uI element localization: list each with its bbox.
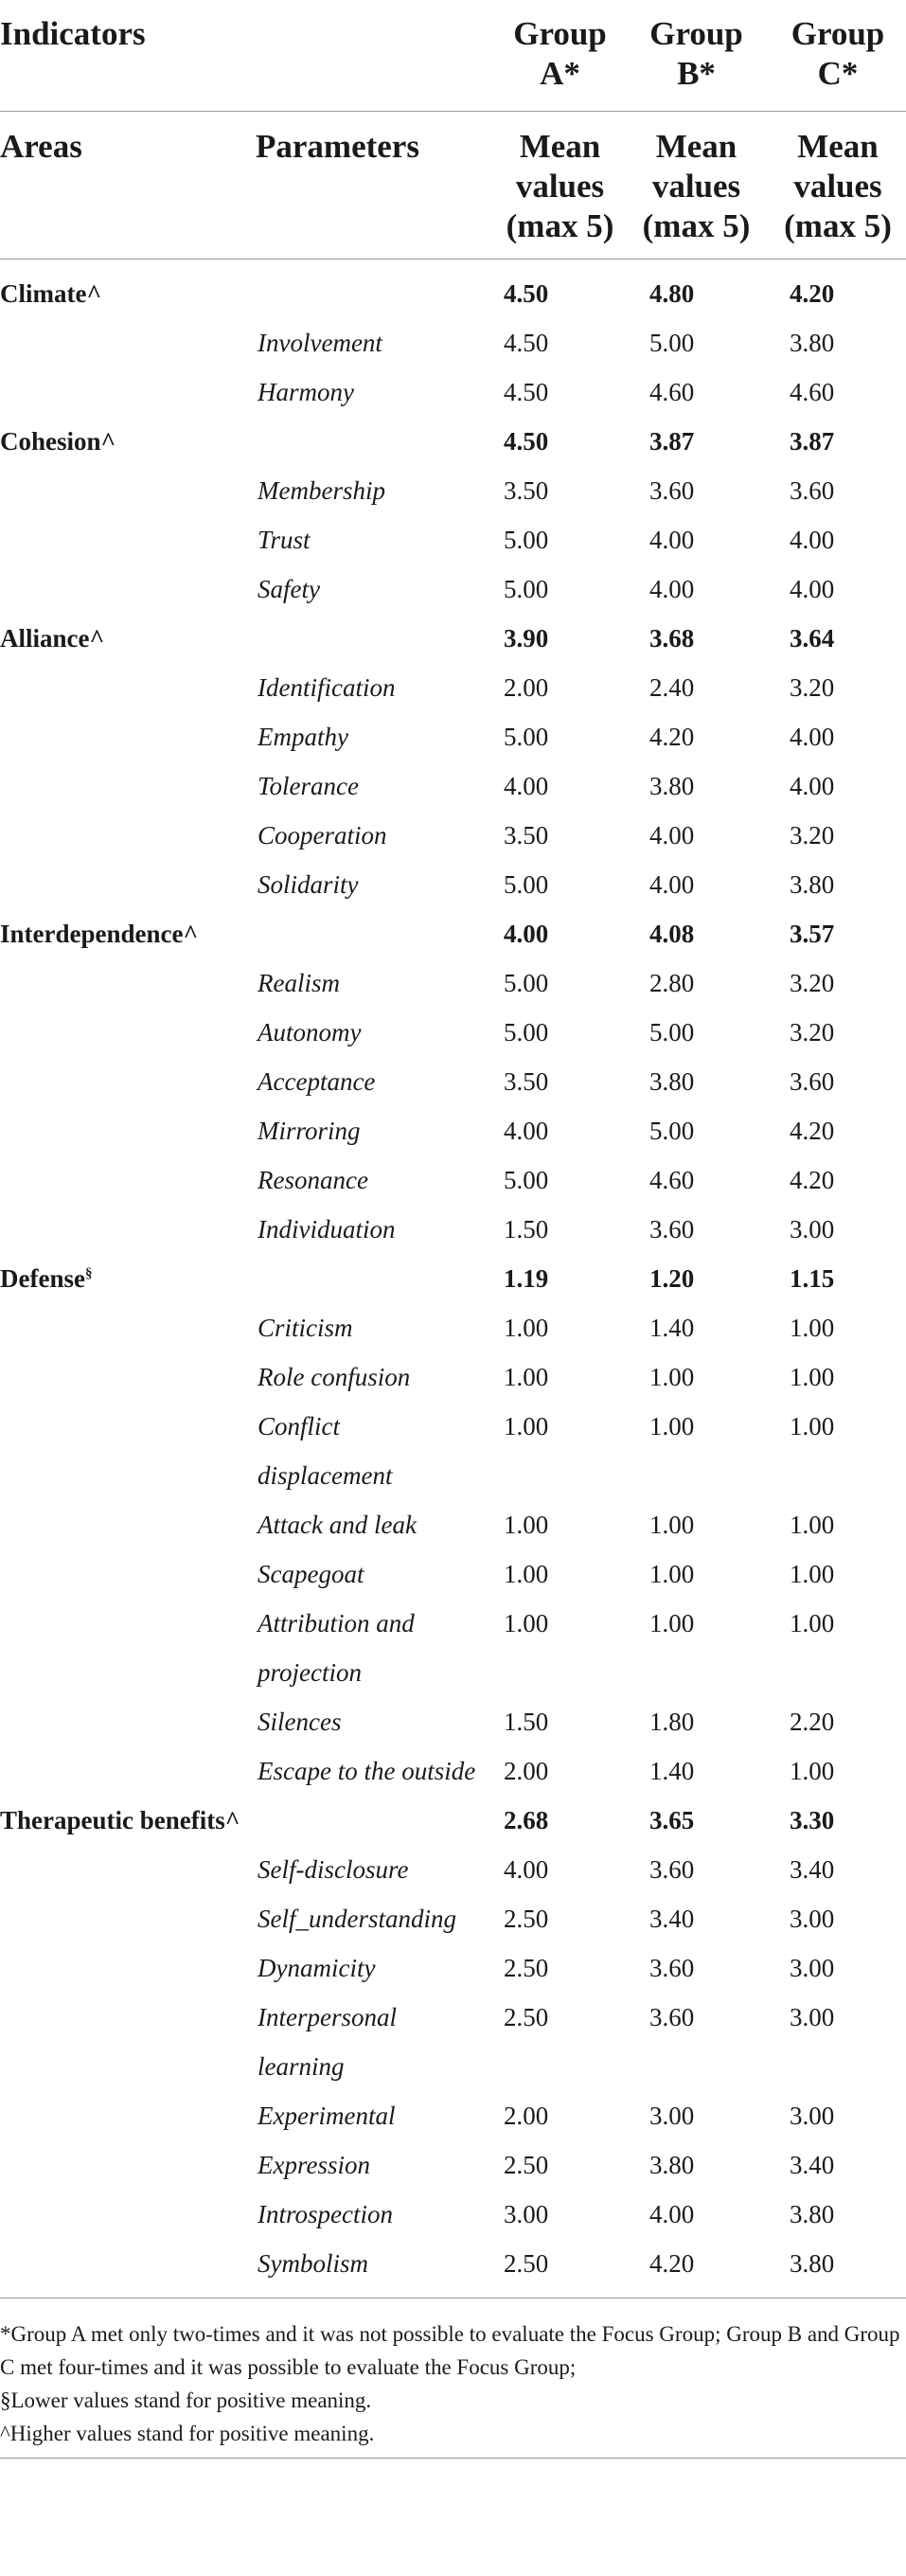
area-cell [0,1106,256,1155]
table-row [0,860,906,909]
parameter-cell: Membership [258,476,385,505]
table-body [0,259,906,2299]
parameter-cell: Scapegoat [258,1560,364,1588]
parameter-cell: Involvement [258,329,382,357]
value-cell-group-c: 3.00 [790,1215,835,1243]
area-cell [0,1943,256,1993]
parameter-cell [256,909,479,958]
area-cell [0,417,256,466]
value-cell-group-b: 3.60 [649,1215,695,1243]
area-row [0,417,906,466]
table-row [0,1402,906,1500]
value-cell-group-b: 5.00 [649,1018,695,1046]
footnotes [0,2298,906,2459]
parameter-cell: Harmony [258,378,354,406]
value-cell-group-c: 3.20 [790,821,835,850]
value-cell-group-c: 3.20 [790,673,835,702]
area-cell [0,811,256,860]
value-cell-group-a: 1.50 [504,1708,549,1736]
value-cell-group-c: 3.20 [790,969,835,997]
parameter-cell: Autonomy [258,1018,362,1046]
area-cell [0,1746,256,1796]
value-cell-group-a: 5.00 [504,526,549,554]
value-cell-group-b: 3.60 [649,2003,695,2031]
value-cell-group-a: 2.50 [504,2003,549,2031]
parameter-cell: Expression [258,2151,370,2179]
parameter-cell: Interpersonal learning [258,2003,397,2081]
value-cell-group-a: 3.50 [504,476,549,505]
value-cell-group-b: 2.40 [649,673,695,702]
value-cell-group-a: 5.00 [504,870,549,899]
area-cell [0,1993,256,2091]
area-cell [0,1894,256,1943]
value-cell-group-a: 3.50 [504,1067,549,1096]
table-row [0,1303,906,1352]
area-name: Therapeutic benefits^ [0,1806,240,1834]
group-c-header: Group C* [763,0,906,112]
footnote-higher-values: ^Higher values stand for positive meaning. [0,2422,375,2445]
parameter-cell: Introspection [258,2200,393,2228]
area-cell [0,712,256,761]
value-cell-group-a: 5.00 [504,1166,549,1194]
area-name: Cohesion^ [0,427,116,456]
value-cell-group-a: 5.00 [504,723,549,751]
table-row [0,811,906,860]
table-row [0,2091,906,2140]
area-cell [0,2140,256,2190]
value-cell-group-a: 1.00 [504,1560,549,1588]
value-cell-group-a: 4.50 [504,279,549,308]
value-cell-group-c: 4.00 [790,526,835,554]
value-cell-group-c: 3.60 [790,476,835,505]
parameter-cell: Empathy [258,723,348,751]
area-name: Interdependence^ [0,920,199,948]
table-row [0,958,906,1008]
parameter-cell: Dynamicity [258,1954,376,1982]
value-cell-group-b: 1.00 [649,1609,695,1637]
value-cell-group-c: 4.00 [790,723,835,751]
value-cell-group-c: 1.00 [790,1609,835,1637]
value-cell-group-b: 4.60 [649,378,695,406]
value-cell-group-c: 3.20 [790,1018,835,1046]
value-cell-group-c: 2.20 [790,1708,835,1736]
value-cell-group-a: 2.50 [504,2151,549,2179]
area-row [0,614,906,663]
area-cell [0,466,256,515]
area-cell [0,1057,256,1106]
value-cell-group-a: 4.00 [504,920,549,948]
value-cell-group-c: 3.57 [790,920,835,948]
value-cell-group-b: 3.68 [649,624,695,653]
value-cell-group-b: 1.40 [649,1757,695,1785]
parameter-cell: Escape to the outside [258,1757,476,1785]
value-cell-group-b: 3.60 [649,1855,695,1884]
parameter-cell [256,259,479,319]
area-row [0,1254,906,1303]
value-cell-group-b: 4.20 [649,2249,695,2278]
parameter-cell: Realism [258,969,340,997]
value-cell-group-b: 3.80 [649,2151,695,2179]
area-name: Defense [0,1264,85,1293]
area-name: Alliance^ [0,624,105,653]
value-cell-group-b: 3.65 [649,1806,695,1834]
value-cell-group-a: 2.50 [504,1954,549,1982]
parameter-cell: Criticism [258,1314,353,1342]
table-row [0,1205,906,1254]
value-cell-group-b: 3.80 [649,1067,695,1096]
area-cell [0,1402,256,1500]
value-cell-group-b: 4.00 [649,526,695,554]
value-cell-group-b: 2.80 [649,969,695,997]
table-row [0,1993,906,2091]
area-cell [0,1845,256,1894]
value-cell-group-c: 4.00 [790,575,835,603]
value-cell-group-a: 4.00 [504,1117,549,1145]
table-row [0,1845,906,1894]
area-cell [0,1796,256,1845]
table-row [0,2140,906,2190]
value-cell-group-c: 4.60 [790,378,835,406]
value-cell-group-b: 4.00 [649,821,695,850]
area-cell [0,860,256,909]
value-cell-group-b: 4.00 [649,2200,695,2228]
parameter-cell: Silences [258,1708,342,1736]
mean-values-header-c: Mean values (max 5) [763,112,906,259]
table-row [0,1599,906,1697]
table-row [0,2190,906,2239]
value-cell-group-b: 4.08 [649,920,695,948]
value-cell-group-b: 3.40 [649,1905,695,1933]
table-row [0,1106,906,1155]
value-cell-group-b: 5.00 [649,329,695,357]
value-cell-group-a: 4.50 [504,427,549,456]
table-row [0,1549,906,1599]
value-cell-group-b: 1.80 [649,1708,695,1736]
value-cell-group-a: 4.00 [504,772,549,800]
value-cell-group-c: 4.20 [790,279,835,308]
value-cell-group-c: 3.80 [790,2249,835,2278]
value-cell-group-a: 2.50 [504,1905,549,1933]
value-cell-group-a: 5.00 [504,1018,549,1046]
parameter-cell: Self_understanding [258,1905,456,1933]
value-cell-group-b: 3.60 [649,476,695,505]
value-cell-group-b: 3.87 [649,427,695,456]
value-cell-group-c: 1.00 [790,1757,835,1785]
table-row [0,663,906,712]
value-cell-group-c: 1.15 [790,1264,835,1293]
value-cell-group-c: 3.87 [790,427,835,456]
value-cell-group-a: 4.00 [504,1855,549,1884]
table-row [0,1500,906,1549]
area-cell [0,2091,256,2140]
value-cell-group-a: 2.00 [504,1757,549,1785]
parameter-cell: Trust [258,526,311,554]
parameter-cell [256,1254,479,1303]
area-cell [0,1500,256,1549]
group-b-header: Group B* [621,0,763,112]
value-cell-group-a: 2.68 [504,1806,549,1834]
table-row [0,318,906,367]
table-row [0,1008,906,1057]
area-cell [0,1352,256,1402]
parameter-cell: Role confusion [258,1363,411,1391]
area-cell [0,1008,256,1057]
parameter-cell [256,614,479,663]
value-cell-group-c: 3.80 [790,329,835,357]
parameter-cell: Experimental [258,2102,396,2130]
value-cell-group-a: 1.00 [504,1314,549,1342]
value-cell-group-a: 2.00 [504,2102,549,2130]
area-cell [0,1599,256,1697]
value-cell-group-c: 3.00 [790,1905,835,1933]
table-row [0,761,906,811]
area-cell [0,909,256,958]
area-cell [0,2239,256,2298]
mean-values-header-a: Mean values (max 5) [479,112,621,259]
area-cell [0,761,256,811]
value-cell-group-a: 1.50 [504,1215,549,1243]
table-row [0,1746,906,1796]
area-row [0,1796,906,1845]
parameter-cell [256,1796,479,1845]
value-cell-group-b: 3.00 [649,2102,695,2130]
table-row [0,1057,906,1106]
value-cell-group-a: 4.50 [504,378,549,406]
table-row [0,1894,906,1943]
parameter-cell: Individuation [258,1215,396,1243]
value-cell-group-c: 1.00 [790,1314,835,1342]
value-cell-group-c: 3.60 [790,1067,835,1096]
value-cell-group-a: 1.00 [504,1412,549,1440]
parameters-header: Parameters [256,112,479,259]
parameter-cell: Safety [258,575,320,603]
value-cell-group-c: 4.20 [790,1117,835,1145]
value-cell-group-b: 4.00 [649,870,695,899]
area-cell [0,958,256,1008]
area-cell [0,2190,256,2239]
value-cell-group-c: 1.00 [790,1560,835,1588]
table-row [0,2239,906,2298]
value-cell-group-c: 3.00 [790,1954,835,1982]
value-cell-group-a: 1.00 [504,1363,549,1391]
value-cell-group-a: 5.00 [504,969,549,997]
parameter-cell: Resonance [258,1166,368,1194]
value-cell-group-b: 1.00 [649,1412,695,1440]
parameter-cell: Acceptance [258,1067,376,1096]
area-name: Climate^ [0,279,102,308]
table-row [0,1943,906,1993]
value-cell-group-c: 4.00 [790,772,835,800]
area-cell [0,663,256,712]
parameter-cell: Identification [258,673,396,702]
value-cell-group-c: 3.00 [790,2003,835,2031]
table-row [0,564,906,614]
value-cell-group-a: 1.00 [504,1609,549,1637]
group-a-header: Group A* [479,0,621,112]
table-row [0,515,906,564]
value-cell-group-c: 1.00 [790,1363,835,1391]
value-cell-group-c: 4.20 [790,1166,835,1194]
area-cell [0,515,256,564]
indicators-header: Indicators [0,0,479,112]
parameter-cell: Cooperation [258,821,387,850]
value-cell-group-a: 5.00 [504,575,549,603]
value-cell-group-b: 1.00 [649,1511,695,1539]
value-cell-group-b: 4.00 [649,575,695,603]
parameter-cell: Mirroring [258,1117,361,1145]
value-cell-group-a: 3.90 [504,624,549,653]
value-cell-group-b: 1.00 [649,1363,695,1391]
table-row [0,367,906,417]
value-cell-group-a: 2.00 [504,673,549,702]
value-cell-group-a: 1.00 [504,1511,549,1539]
area-cell [0,1254,256,1303]
table-row [0,712,906,761]
area-cell [0,564,256,614]
value-cell-group-a: 4.50 [504,329,549,357]
value-cell-group-c: 3.00 [790,2102,835,2130]
area-row [0,909,906,958]
parameter-cell: Self-disclosure [258,1855,409,1884]
value-cell-group-c: 3.30 [790,1806,835,1834]
area-cell [0,367,256,417]
value-cell-group-c: 3.64 [790,624,835,653]
value-cell-group-a: 1.19 [504,1264,549,1293]
area-cell [0,318,256,367]
footnote-lower-values: §Lower values stand for positive meaning. [0,2388,372,2412]
area-cell [0,614,256,663]
parameter-cell: Symbolism [258,2249,368,2278]
value-cell-group-a: 3.50 [504,821,549,850]
value-cell-group-b: 1.20 [649,1264,695,1293]
mean-values-header-b: Mean values (max 5) [621,112,763,259]
parameter-cell: Solidarity [258,870,359,899]
area-cell [0,1303,256,1352]
value-cell-group-b: 4.20 [649,723,695,751]
value-cell-group-a: 2.50 [504,2249,549,2278]
value-cell-group-b: 4.80 [649,279,695,308]
area-cell [0,1549,256,1599]
parameter-cell: Tolerance [258,772,359,800]
value-cell-group-c: 1.00 [790,1412,835,1440]
value-cell-group-b: 3.60 [649,1954,695,1982]
header-row-indicators [0,0,906,112]
table-row [0,1352,906,1402]
value-cell-group-c: 3.80 [790,870,835,899]
area-cell [0,1205,256,1254]
area-row [0,259,906,319]
area-cell [0,1697,256,1746]
value-cell-group-a: 3.00 [504,2200,549,2228]
value-cell-group-c: 3.40 [790,1855,835,1884]
table-row [0,1155,906,1205]
table-row [0,466,906,515]
table-row [0,1697,906,1746]
table-header [0,0,906,259]
parameter-cell [256,417,479,466]
value-cell-group-b: 1.40 [649,1314,695,1342]
value-cell-group-c: 3.40 [790,2151,835,2179]
footnote-marker: § [84,1266,93,1281]
areas-header: Areas [0,112,256,259]
header-row-areas [0,112,906,259]
parameter-cell: Attribution and projection [258,1609,415,1687]
value-cell-group-b: 4.60 [649,1166,695,1194]
value-cell-group-b: 1.00 [649,1560,695,1588]
footnote-groups: *Group A met only two-times and it was not possible to evaluate the Focus Group; Group B and Group C met four-times and it was possible to evaluate the Focus Group; [0,2322,900,2379]
value-cell-group-c: 3.80 [790,2200,835,2228]
parameter-cell: Attack and leak [258,1511,417,1539]
value-cell-group-b: 5.00 [649,1117,695,1145]
area-cell [0,1155,256,1205]
area-cell [0,259,256,319]
value-cell-group-b: 3.80 [649,772,695,800]
value-cell-group-c: 1.00 [790,1511,835,1539]
parameter-cell: Conflict displacement [258,1412,393,1490]
